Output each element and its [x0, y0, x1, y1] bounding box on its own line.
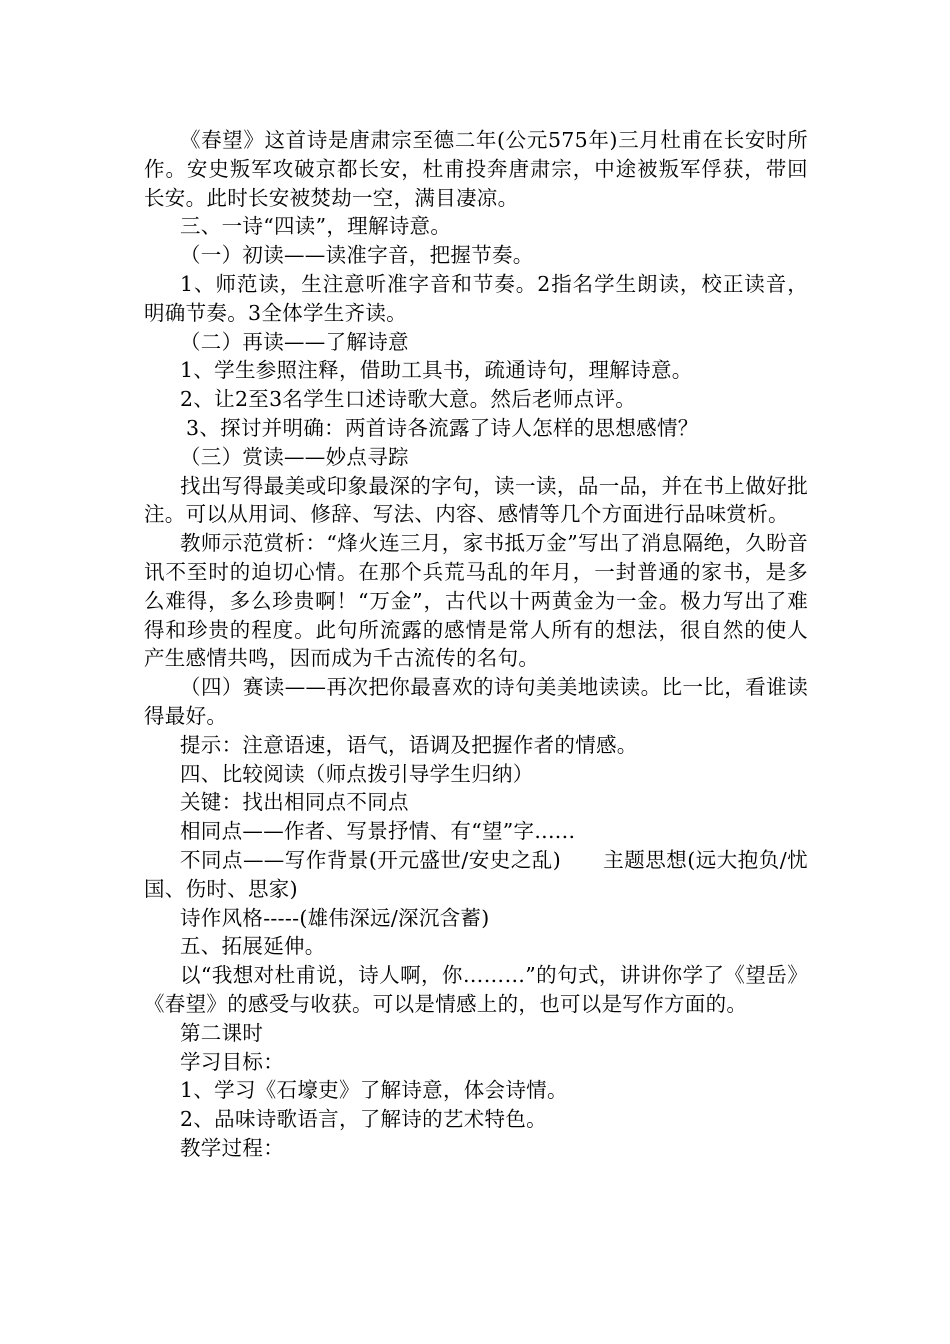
paragraph-first-reading-steps: 1、师范读，生注意听准字音和节奏。2指名学生朗读，校正读音，明确节奏。3全体学生齐读。	[144, 271, 808, 325]
paragraph-similarities: 相同点——作者、写景抒情、有“望”字......	[180, 819, 576, 844]
paragraph-teacher-demo: 教师示范赏析：“烽火连三月，家书抵万金”写出了消息隔绝，久盼音讯不至时的迫切心情。在那个兵荒马乱的年月，一封普通的家书，是多么难得，多么珍贵啊！“万金”，古代以十两黄金为一金。极力写出了难得和珍贵的程度。此句所流露的感情是常人所有的想法，很自然的使人产生感情共鸣，因而成为千古流传的名句。	[144, 531, 808, 671]
paragraph-key: 关键：找出相同点不同点	[180, 790, 409, 815]
paragraph-goal-one: 1、学习《石壕吏》了解诗意，体会诗情。	[180, 1078, 568, 1103]
heading-section-four: 四、比较阅读（师点拨引导学生归纳）	[180, 761, 534, 786]
paragraph-appreciation-task: 找出写得最美或印象最深的字句，读一读，品一品，并在书上做好批注。可以从用词、修辞、写法、内容、感情等几个方面进行品味赏析。	[144, 473, 808, 527]
subheading-contest-reading: （四）赛读——再次把你最喜欢的诗句美美地读读。比一比，看谁读得最好。	[144, 675, 808, 728]
paragraph-goal-two: 2、品味诗歌语言，了解诗的艺术特色。	[180, 1107, 547, 1132]
subheading-appreciation-reading: （三）赏读——妙点寻踪	[180, 444, 409, 469]
paragraph-background: 《春望》这首诗是唐肃宗至德二年(公元575年)三月杜甫在长安时所作。安史叛军攻破京都长安，杜甫投奔唐肃宗，中途被叛军俘获，带回长安。此时长安被焚劫一空，满目凄凉。	[144, 128, 808, 210]
paragraph-second-reading-step2: 2、让2至3名学生口述诗歌大意。然后老师点评。	[180, 387, 637, 412]
heading-second-lesson: 第二课时	[180, 1020, 264, 1045]
paragraph-second-reading-step1: 1、学生参照注释，借助工具书，疏通诗句，理解诗意。	[180, 358, 693, 383]
heading-learning-goals: 学习目标：	[180, 1049, 284, 1074]
paragraph-hint: 提示：注意语速，语气，语调及把握作者的情感。	[180, 732, 638, 757]
heading-teaching-process: 教学过程：	[180, 1135, 284, 1160]
paragraph-style: 诗作风格-----(雄伟深远/深沉含蓄)	[180, 905, 490, 930]
document-body	[144, 126, 808, 1163]
paragraph-second-reading-step3: 3、探讨并明确：两首诗各流露了诗人怎样的思想感情？	[186, 415, 699, 440]
paragraph-differences: 不同点——写作背景(开元盛世/安史之乱) 主题思想(远大抱负/忧国、伤时、思家)	[144, 847, 808, 901]
subheading-first-reading: （一）初读——读准字音，把握节奏。	[180, 243, 534, 268]
heading-section-three: 三、一诗“四读”，理解诗意。	[180, 214, 452, 239]
heading-section-five: 五、拓展延伸。	[180, 934, 326, 959]
subheading-second-reading: （二）再读——了解诗意	[180, 329, 409, 354]
paragraph-extension: 以“我想对杜甫说，诗人啊，你………”的句式，讲讲你学了《望岳》《春望》的感受与收获。可以是情感上的，也可以是写作方面的。	[144, 963, 808, 1016]
